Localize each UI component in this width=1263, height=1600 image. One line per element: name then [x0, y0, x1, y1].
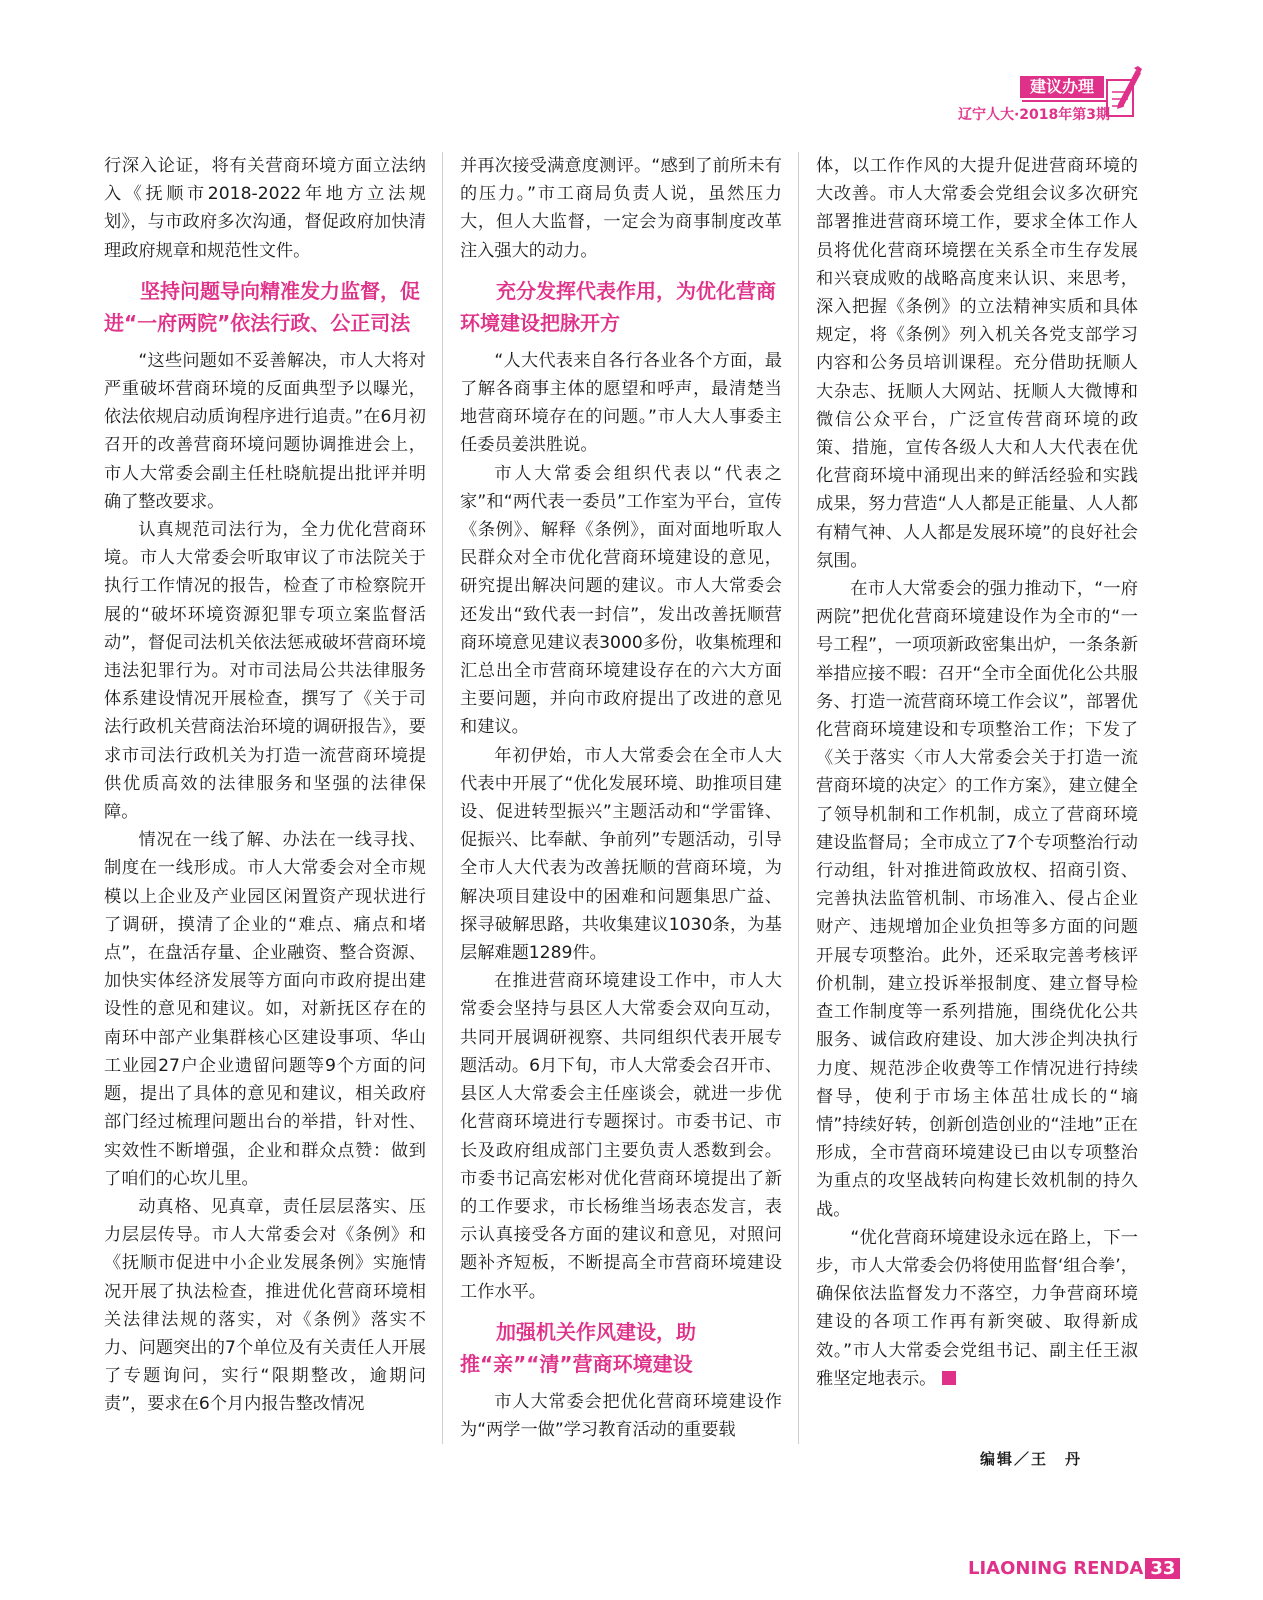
- end-square-icon: [942, 1371, 956, 1385]
- page-footer: [968, 1558, 1180, 1579]
- column-divider: [442, 152, 443, 1444]
- paragraph: 体，以工作作风的大提升促进营商环境的大改善。市人大常委会党组会议多次研究部署推进营商环境工作，要求全体工作人员将优化营商环境摆在关系全市生存发展和兴衰成败的战略高度来认识、来思考，深入把握《条例》的立法精神实质和具体规定，将《条例》列入机关各党支部学习内容和公务员培训课程。充分借助抚顺人大杂志、抚顺人大网站、抚顺人大微博和微信公众平台，广泛宣传营商环境的政策、措施，宣传各级人大和人大代表在优化营商环境中涌现出来的鲜活经验和实践成果，努力营造“人人都是正能量、人人都有精气神、人人都是发展环境”的良好社会氛围。: [816, 156, 1138, 571]
- paragraph: 并再次接受满意度测评。“感到了前所未有的压力。”市工商局负责人说，虽然压力大，但人大监督，一定会为商事制度改革注入强大的动力。: [460, 156, 782, 261]
- paragraph: 市人大常委会把优化营商环境建设作为“两学一做”学习教育活动的重要载: [460, 1391, 782, 1440]
- paragraph: 市人大常委会组织代表以“代表之家”和“两代表一委员”工作室为平台，宣传《条例》、解释《条例》，面对面地听取人民群众对全市优化营商环境建设的意见，研究提出解决问题的建议。市人大常委会还发出“致代表一封信”，发出改善抚顺营商环境意见建议表3000多份，收集梳理和汇总出全市营商环境建设存在的六大方面主要问题，并向市政府提出了改进的意见和建议。: [460, 463, 782, 738]
- paragraph-text: “优化营商环境建设永远在路上，下一步，市人大常委会仍将使用监督‘组合拳’，确保依法监督发力不落空，力争营商环境建设的各项工作再有新突破、取得新成效。”市人大常委会党组书记、副主任王淑雅坚定地表示。: [816, 1227, 1138, 1389]
- paragraph: 在推进营商环境建设工作中，市人大常委会坚持与县区人大常委会双向互动，共同开展调研视察、共同组织代表开展专题活动。6月下旬，市人大常委会召开市、县区人大常委会主任座谈会，就进一步优化营商环境进行专题探讨。市委书记、市长及政府组成部门主要负责人悉数到会。市委书记高宏彬对优化营商环境提出了新的工作要求，市长杨维当场表态发言，表示认真接受各方面的建议和意见，对照问题补齐短板，不断提高全市营商环境建设工作水平。: [460, 971, 782, 1302]
- pencil-icon: [1104, 64, 1142, 120]
- paragraph: 情况在一线了解、办法在一线寻找、制度在一线形成。市人大常委会对全市规模以上企业及产业园区闲置资产现状进行了调研，摸清了企业的“难点、痛点和堵点”，在盘活存量、企业融资、整合资源、加快实体经济发展等方面向市政府提出建设性的意见和建议。如，对新抚区存在的南环中部产业集群核心区建设事项、华山工业园27户企业遗留问题等9个方面的问题，提出了具体的意见和建议，相关政府部门经过梳理问题出台的举措，针对性、实效性不断增强，企业和群众点赞：做到了咱们的心坎儿里。: [104, 830, 426, 1189]
- section-heading: 加强机关作风建设，助推“亲”“清”营商环境建设: [460, 1319, 696, 1376]
- paragraph-with-end-mark: [816, 1224, 1138, 1393]
- section-heading: 充分发挥代表作用，为优化营商环境建设把脉开方: [460, 278, 776, 335]
- section-heading: 坚持问题导向精准发力监督，促进“一府两院”依法行政、公正司法: [104, 278, 420, 335]
- page-number: 33: [1145, 1558, 1180, 1579]
- column-1: [104, 152, 426, 1419]
- paragraph: 行深入论证，将有关营商环境方面立法纳入《抚顺市2018-2022年地方立法规划》，与市政府多次沟通，督促政府加快清理政府规章和规范性文件。: [104, 156, 426, 261]
- paragraph: “人大代表来自各行各业各个方面，最了解各商事主体的愿望和呼声，最清楚当地营商环境存在的问题。”市人大人事委主任委员姜洪胜说。: [460, 350, 782, 456]
- column-divider: [798, 152, 799, 1444]
- paragraph: 动真格、见真章，责任层层落实、压力层层传导。市人大常委会对《条例》和《抚顺市促进中小企业发展条例》实施情况开展了执法检查，推进优化营商环境相关法律法规的落实，对《条例》落实不力、问题突出的7个单位及有关责任人开展了专题询问，实行“限期整改，逾期问责”，要求在6个月内报告整改情况: [104, 1196, 426, 1415]
- paragraph: 认真规范司法行为，全力优化营商环境。市人大常委会听取审议了市法院关于执行工作情况的报告，检查了市检察院开展的“破坏环境资源犯罪专项立案监督活动”，督促司法机关依法惩戒破坏营商环境违法犯罪行为。对市司法局公共法律服务体系建设情况开展检查，撰写了《关于司法行政机关营商法治环境的调研报告》，要求市司法行政机关为打造一流营商环境提供优质高效的法律服务和坚强的法律保障。: [104, 520, 426, 823]
- magazine-name: LIAONING RENDA: [968, 1558, 1144, 1579]
- section-tag: 建议办理: [1020, 76, 1104, 98]
- column-2: [460, 152, 782, 1444]
- column-3: [816, 152, 1138, 1393]
- issue-label: 辽宁人大·2018年第3期: [957, 107, 1110, 123]
- paragraph: “这些问题如不妥善解决，市人大将对严重破坏营商环境的反面典型予以曝光，依法依规启动质询程序进行追责。”在6月初召开的改善营商环境问题协调推进会上，市人大常委会副主任杜晓航提出批评并明确了整改要求。: [104, 350, 426, 512]
- header-divider: [1022, 100, 1106, 102]
- paragraph: 年初伊始，市人大常委会在全市人大代表中开展了“优化发展环境、助推项目建设、促进转型振兴”主题活动和“学雷锋、促振兴、比奉献、争前列”专题活动，引导全市人大代表为改善抚顺的营商环境，为解决项目建设中的困难和问题集思广益、探寻破解思路，共收集建议1030条，为基层解难题1289件。: [460, 745, 782, 964]
- editor-credit: 编辑／王 丹: [980, 1450, 1083, 1468]
- paragraph: 在市人大常委会的强力推动下，“一府两院”把优化营商环境建设作为全市的“一号工程”，一项项新政密集出炉，一条条新举措应接不暇：召开“全市全面优化公共服务、打造一流营商环境工作会议”，部署优化营商环境建设和专项整治工作；下发了《关于落实〈市人大常委会关于打造一流营商环境的决定〉的工作方案》，建立健全了领导机制和工作机制，成立了营商环境建设监督局；全市成立了7个专项整治行动行动组，针对推进简政放权、招商引资、完善执法监管机制、市场准入、侵占企业财产、违规增加企业负担等多方面的问题开展专项整治。此外，还采取完善考核评价机制，建立投诉举报制度、建立督导检查工作制度等一系列措施，围绕优化公共服务、诚信政府建设、加大涉企判决执行力度、规范涉企收费等工作情况进行持续督导，使利于市场主体茁壮成长的“墒情”持续好转，创新创造创业的“洼地”正在形成，全市营商环境建设已由以专项整治为重点的攻坚战转向构建长效机制的持久战。: [816, 579, 1138, 1220]
